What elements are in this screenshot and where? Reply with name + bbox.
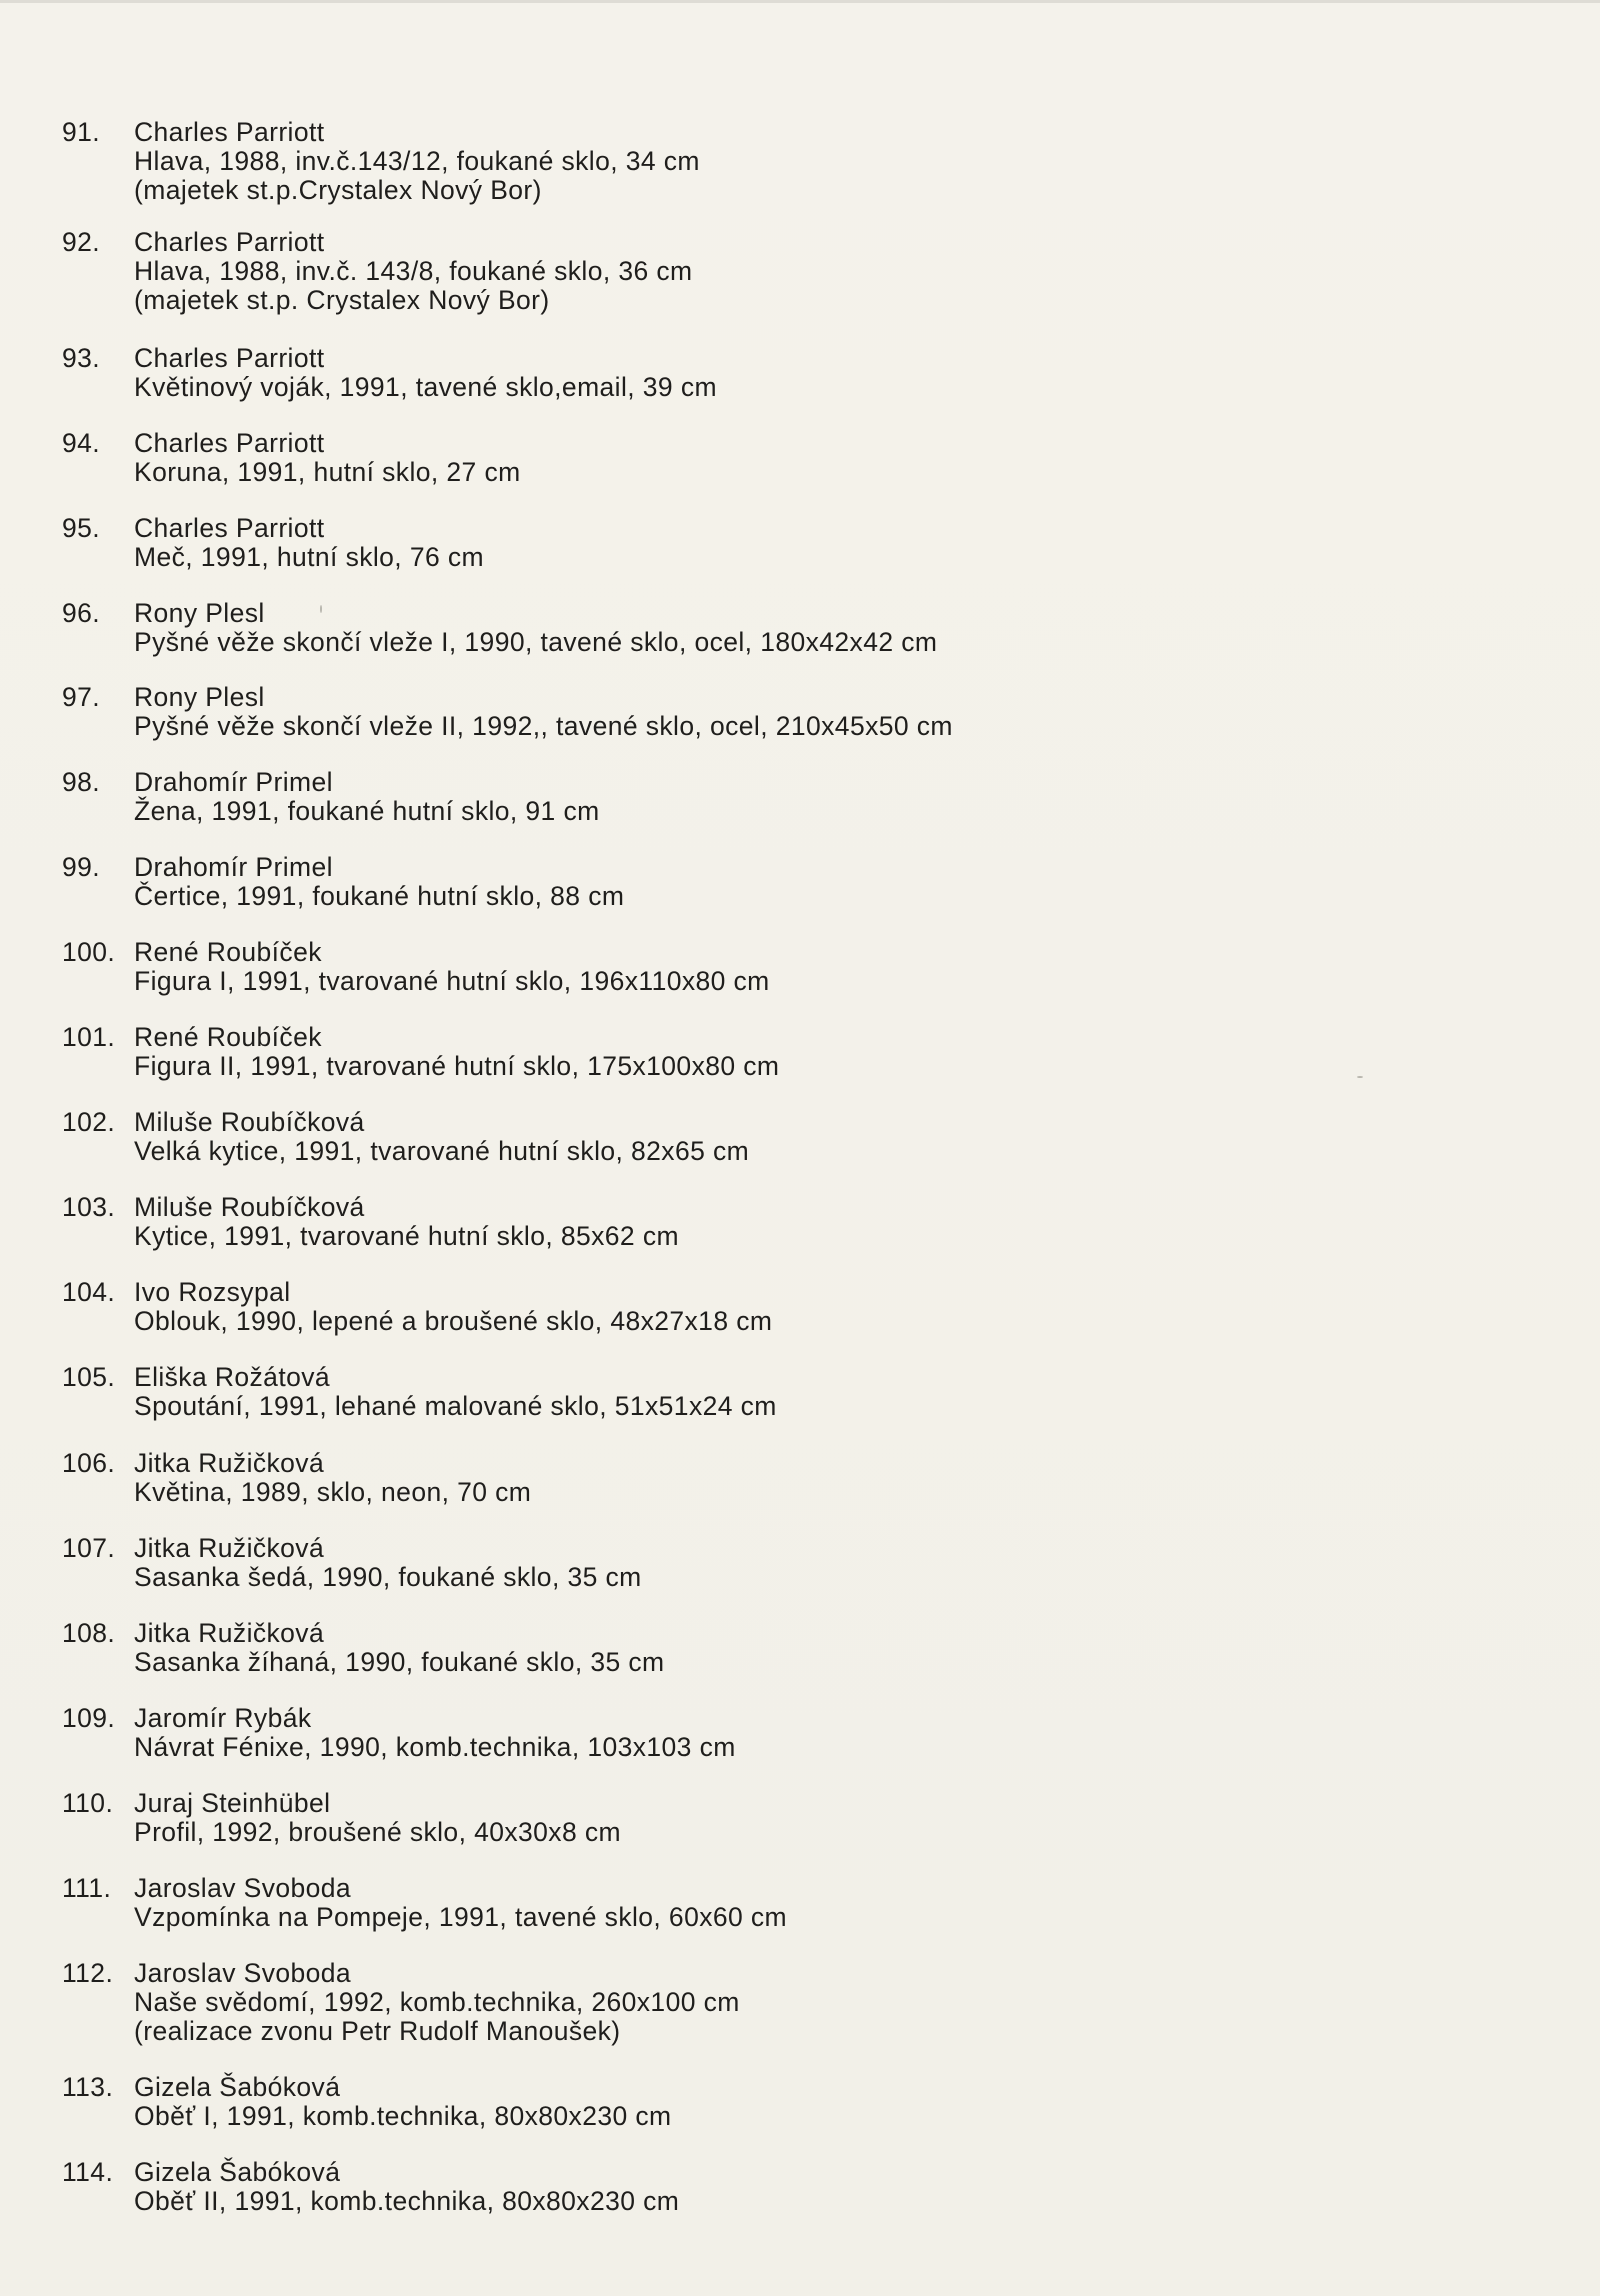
entry-body: [134, 1278, 1474, 1336]
entry-artist: Gizela Šabóková: [134, 2072, 341, 2102]
entry-number: 92.: [62, 227, 101, 257]
entry-artist: Charles Parriott: [134, 428, 325, 458]
entry-number: 94.: [62, 428, 101, 458]
entry-number: 112.: [62, 1958, 114, 1988]
entry-body: [134, 1619, 1474, 1677]
entry-number: 91.: [62, 117, 101, 147]
entry-number: 109.: [62, 1703, 116, 1733]
entry-number: 99.: [62, 852, 101, 882]
entry-artist: Gizela Šabóková: [134, 2157, 341, 2187]
paper-speck: [320, 605, 322, 613]
entry-body: [134, 1023, 1474, 1081]
entry-number: 96.: [62, 598, 101, 628]
entry-number: 100.: [62, 937, 116, 967]
entry-description: Oběť II, 1991, komb.technika, 80x80x230 cm: [134, 2186, 680, 2216]
entry-artist: Juraj Steinhübel: [134, 1788, 331, 1818]
entry-body: [134, 118, 1474, 205]
entry-number: 111.: [62, 1873, 112, 1903]
entry-note: (majetek st.p.Crystalex Nový Bor): [134, 175, 542, 205]
entry-artist: Miluše Roubíčková: [134, 1192, 365, 1222]
entry-body: [134, 344, 1474, 402]
entry-artist: Jaroslav Svoboda: [134, 1958, 352, 1988]
entry-number: 114.: [62, 2157, 114, 2187]
entry-number: 98.: [62, 767, 101, 797]
entry-body: [134, 768, 1474, 826]
entry-artist: Jitka Ružičková: [134, 1533, 325, 1563]
entry-artist: Jaroslav Svoboda: [134, 1873, 352, 1903]
entry-body: [134, 2073, 1474, 2131]
entry-number: 113.: [62, 2072, 114, 2102]
entry-number: 104.: [62, 1277, 116, 1307]
entry-description: Oběť I, 1991, komb.technika, 80x80x230 cm: [134, 2101, 672, 2131]
entry-description: Sasanka žíhaná, 1990, foukané sklo, 35 cm: [134, 1647, 665, 1677]
entry-description: Květina, 1989, sklo, neon, 70 cm: [134, 1477, 532, 1507]
entry-number: 102.: [62, 1107, 116, 1137]
entry-number: 95.: [62, 513, 101, 543]
entry-artist: Rony Plesl: [134, 682, 265, 712]
entry-artist: Charles Parriott: [134, 343, 325, 373]
entry-body: [134, 1704, 1474, 1762]
entry-body: [134, 1534, 1474, 1592]
entry-description: Čertice, 1991, foukané hutní sklo, 88 cm: [134, 881, 625, 911]
entry-artist: René Roubíček: [134, 937, 322, 967]
entry-description: Sasanka šedá, 1990, foukané sklo, 35 cm: [134, 1562, 642, 1592]
entry-description: Spoutání, 1991, lehané malované sklo, 51x51x24 cm: [134, 1391, 777, 1421]
entry-artist: Charles Parriott: [134, 227, 325, 257]
entry-description: Návrat Fénixe, 1990, komb.technika, 103x103 cm: [134, 1732, 736, 1762]
entry-artist: Charles Parriott: [134, 117, 325, 147]
entry-note: (majetek st.p. Crystalex Nový Bor): [134, 285, 550, 315]
entry-body: [134, 1449, 1474, 1507]
entry-number: 110.: [62, 1788, 114, 1818]
entry-number: 105.: [62, 1362, 116, 1392]
entry-description: Pyšné věže skončí vleže II, 1992,, tavené sklo, ocel, 210x45x50 cm: [134, 711, 953, 741]
entry-artist: Drahomír Primel: [134, 767, 333, 797]
entry-body: [134, 1108, 1474, 1166]
entry-description: Žena, 1991, foukané hutní sklo, 91 cm: [134, 796, 600, 826]
entry-description: Figura II, 1991, tvarované hutní sklo, 175x100x80 cm: [134, 1051, 780, 1081]
entry-number: 93.: [62, 343, 101, 373]
entry-body: [134, 683, 1474, 741]
entry-note: (realizace zvonu Petr Rudolf Manoušek): [134, 2016, 621, 2046]
entry-artist: Charles Parriott: [134, 513, 325, 543]
entry-number: 108.: [62, 1618, 116, 1648]
entry-number: 97.: [62, 682, 101, 712]
paper-speck: [1357, 1076, 1363, 1078]
entry-description: Profil, 1992, broušené sklo, 40x30x8 cm: [134, 1817, 621, 1847]
entry-body: [134, 514, 1474, 572]
entry-description: Velká kytice, 1991, tvarované hutní sklo, 82x65 cm: [134, 1136, 750, 1166]
entry-description: Kytice, 1991, tvarované hutní sklo, 85x62 cm: [134, 1221, 679, 1251]
entry-artist: Ivo Rozsypal: [134, 1277, 291, 1307]
entry-number: 101.: [62, 1022, 116, 1052]
entry-artist: Rony Plesl: [134, 598, 265, 628]
entry-body: [134, 938, 1474, 996]
entry-description: Oblouk, 1990, lepené a broušené sklo, 48x27x18 cm: [134, 1306, 773, 1336]
entry-body: [134, 1959, 1474, 2046]
entry-body: [134, 853, 1474, 911]
entry-body: [134, 599, 1474, 657]
entry-description: Květinový voják, 1991, tavené sklo,email, 39 cm: [134, 372, 717, 402]
page-top-edge: [0, 0, 1600, 3]
entry-description: Hlava, 1988, inv.č. 143/8, foukané sklo, 36 cm: [134, 256, 693, 286]
entry-artist: René Roubíček: [134, 1022, 322, 1052]
entry-description: Figura I, 1991, tvarované hutní sklo, 196x110x80 cm: [134, 966, 770, 996]
entry-description: Pyšné věže skončí vleže I, 1990, tavené sklo, ocel, 180x42x42 cm: [134, 627, 938, 657]
entry-description: Koruna, 1991, hutní sklo, 27 cm: [134, 457, 521, 487]
entry-description: Hlava, 1988, inv.č.143/12, foukané sklo, 34 cm: [134, 146, 700, 176]
entry-body: [134, 1874, 1474, 1932]
entry-number: 103.: [62, 1192, 116, 1222]
entry-number: 106.: [62, 1448, 116, 1478]
entry-body: [134, 2158, 1474, 2216]
entry-description: Meč, 1991, hutní sklo, 76 cm: [134, 542, 484, 572]
entry-body: [134, 228, 1474, 315]
entry-body: [134, 1193, 1474, 1251]
entry-artist: Jaromír Rybák: [134, 1703, 312, 1733]
entry-number: 107.: [62, 1533, 116, 1563]
entry-body: [134, 1363, 1474, 1421]
entry-artist: Miluše Roubíčková: [134, 1107, 365, 1137]
entry-description: Naše svědomí, 1992, komb.technika, 260x100 cm: [134, 1987, 740, 2017]
entry-artist: Jitka Ružičková: [134, 1448, 325, 1478]
entry-artist: Jitka Ružičková: [134, 1618, 325, 1648]
entry-description: Vzpomínka na Pompeje, 1991, tavené sklo, 60x60 cm: [134, 1902, 788, 1932]
entry-body: [134, 1789, 1474, 1847]
entry-artist: Drahomír Primel: [134, 852, 333, 882]
entry-body: [134, 429, 1474, 487]
entry-artist: Eliška Rožátová: [134, 1362, 331, 1392]
